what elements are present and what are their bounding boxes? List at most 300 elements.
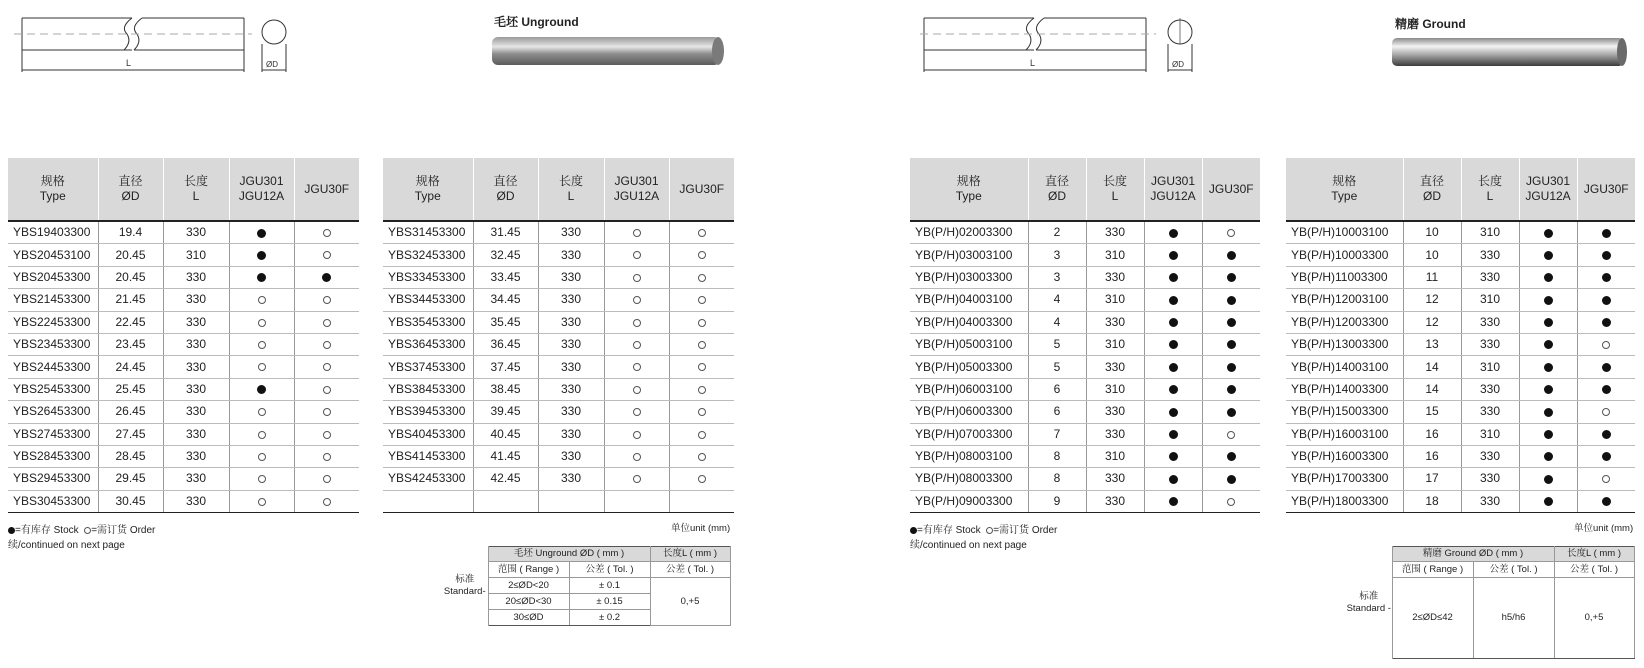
jgu30f-status-cell (1577, 378, 1635, 400)
range-value: 2≤ØD≤42 (1392, 578, 1473, 659)
jgu30f-status-cell (1577, 356, 1635, 378)
table-row (8, 289, 359, 311)
diameter-cell: 5 (1028, 333, 1086, 355)
stock-marker-icon (1169, 408, 1178, 417)
diameter-cell: 10 (1403, 221, 1461, 244)
order-marker-icon (1227, 431, 1235, 439)
type-cell: YBS29453300 (8, 468, 98, 490)
type-cell: YB(P/H)03003100 (910, 244, 1028, 266)
legend-unground: =有库存 Stock =需订货 Order (8, 521, 155, 536)
range-value: 20≤ØD<30 (488, 594, 569, 610)
length-cell: 330 (163, 401, 229, 423)
order-marker-icon (258, 341, 266, 349)
order-marker-icon (633, 408, 641, 416)
rod-cross-section-unground (260, 14, 290, 74)
stock-marker-icon (1227, 273, 1236, 282)
diameter-cell: 11 (1403, 266, 1461, 288)
rod-dimension-drawing-unground (14, 12, 254, 78)
stock-marker-icon (1169, 318, 1178, 327)
diameter-cell: 25.45 (98, 378, 163, 400)
stock-marker-icon (1544, 363, 1553, 372)
jgu301-status-cell (604, 244, 669, 266)
type-cell: YBS20453100 (8, 244, 98, 266)
diameter-cell: 5 (1028, 356, 1086, 378)
diameter-cell: 31.45 (473, 221, 538, 244)
legend-ground: =有库存 Stock =需订货 Order (910, 521, 1057, 536)
table-row (1286, 244, 1635, 266)
type-cell: YB(P/H)17003300 (1286, 468, 1403, 490)
length-cell: 330 (163, 378, 229, 400)
stock-marker-icon (1544, 452, 1553, 461)
type-cell: YB(P/H)07003300 (910, 423, 1028, 445)
table-row (383, 356, 734, 378)
stock-marker-icon (1544, 229, 1553, 238)
stock-marker-icon (1544, 251, 1553, 260)
jgu301-status-cell (229, 378, 294, 400)
type-cell: YBS19403300 (8, 221, 98, 244)
jgu301-status-cell (229, 289, 294, 311)
diameter-cell: 8 (1028, 445, 1086, 467)
diameter-cell: 15 (1403, 401, 1461, 423)
jgu301-status-cell (1519, 423, 1577, 445)
order-marker-icon (258, 498, 266, 506)
type-cell: YBS24453300 (8, 356, 98, 378)
order-marker-icon (323, 453, 331, 461)
stock-marker-icon (1602, 318, 1611, 327)
diameter-cell: 36.45 (473, 333, 538, 355)
length-cell: 330 (1086, 401, 1144, 423)
jgu30f-status-cell (294, 468, 359, 490)
col-header-jgu30f: JGU30F (669, 158, 734, 221)
order-marker-icon (258, 363, 266, 371)
length-cell: 330 (1461, 244, 1519, 266)
order-marker-icon (258, 319, 266, 327)
table-row (1286, 221, 1635, 244)
order-marker-icon (698, 475, 706, 483)
jgu30f-status-cell (1202, 468, 1260, 490)
stock-marker-icon (322, 273, 331, 282)
jgu30f-status-cell (669, 333, 734, 355)
stock-marker-icon (1544, 385, 1553, 394)
diameter-cell: 3 (1028, 266, 1086, 288)
table-row (8, 378, 359, 400)
jgu30f-status-cell (1577, 333, 1635, 355)
type-cell: YB(P/H)06003100 (910, 378, 1028, 400)
length-tolerance-header: 长度L ( mm ) (650, 547, 730, 562)
type-cell: YBS26453300 (8, 401, 98, 423)
table-row (1286, 333, 1635, 355)
type-cell: YB(P/H)08003100 (910, 445, 1028, 467)
length-cell (538, 490, 604, 512)
length-cell: 330 (1086, 221, 1144, 244)
diameter-cell: 20.45 (98, 244, 163, 266)
order-marker-icon (323, 363, 331, 371)
jgu301-status-cell (1519, 221, 1577, 244)
diameter-label: ØD (266, 60, 278, 69)
diameter-cell: 13 (1403, 333, 1461, 355)
diameter-cell: 16 (1403, 445, 1461, 467)
order-marker-icon (698, 296, 706, 304)
range-value: 30≤ØD (488, 610, 569, 626)
order-marker-icon (633, 341, 641, 349)
ground-table-2 (1286, 158, 1635, 513)
jgu30f-status-cell (294, 311, 359, 333)
table-row (910, 378, 1260, 400)
jgu30f-status-cell (1202, 401, 1260, 423)
type-cell: YBS22453300 (8, 311, 98, 333)
table-row (1286, 423, 1635, 445)
order-marker-icon (258, 296, 266, 304)
diameter-label: ØD (1172, 60, 1184, 69)
jgu301-status-cell (229, 311, 294, 333)
table-row (383, 401, 734, 423)
length-cell: 330 (163, 356, 229, 378)
stock-marker-icon (1169, 363, 1178, 372)
stock-marker-icon (1544, 273, 1553, 282)
length-tol-value: 0,+5 (650, 578, 730, 626)
stock-marker-icon (1169, 475, 1178, 484)
length-cell: 330 (538, 401, 604, 423)
order-marker-icon (633, 319, 641, 327)
col-header-diameter: 直径 ØD (473, 158, 538, 221)
diameter-cell: 28.45 (98, 445, 163, 467)
length-cell: 310 (1461, 356, 1519, 378)
jgu30f-status-cell (1202, 445, 1260, 467)
jgu30f-status-cell (294, 266, 359, 288)
jgu301-status-cell (229, 333, 294, 355)
table-row (8, 445, 359, 467)
unground-table-1 (8, 158, 359, 513)
length-cell: 330 (1086, 311, 1144, 333)
jgu301-status-cell (1519, 468, 1577, 490)
stock-marker-icon (1602, 385, 1611, 394)
col-header-type: 规格 Type (1286, 158, 1403, 221)
col-header-type: 规格 Type (383, 158, 473, 221)
diameter-cell: 4 (1028, 311, 1086, 333)
diameter-cell: 16 (1403, 423, 1461, 445)
type-cell: YB(P/H)04003100 (910, 289, 1028, 311)
col-header-diameter: 直径 ØD (98, 158, 163, 221)
jgu301-status-cell (1144, 311, 1202, 333)
type-cell: YBS27453300 (8, 423, 98, 445)
col-header-length: 长度 L (1461, 158, 1519, 221)
jgu301-status-cell (604, 266, 669, 288)
stock-marker-icon (1544, 296, 1553, 305)
length-cell: 330 (538, 333, 604, 355)
length-cell: 330 (538, 266, 604, 288)
stock-marker-icon (1544, 497, 1553, 506)
diameter-cell: 41.45 (473, 445, 538, 467)
type-cell: YB(P/H)06003300 (910, 401, 1028, 423)
length-cell: 330 (163, 423, 229, 445)
diameter-cell: 27.45 (98, 423, 163, 445)
type-cell: YB(P/H)04003300 (910, 311, 1028, 333)
diameter-cell: 37.45 (473, 356, 538, 378)
table-row (910, 401, 1260, 423)
order-marker-icon (323, 229, 331, 237)
stock-marker-icon (1169, 497, 1178, 506)
spec-table (1286, 158, 1635, 513)
type-cell: YB(P/H)12003100 (1286, 289, 1403, 311)
order-marker-icon (633, 386, 641, 394)
type-cell: YBS23453300 (8, 333, 98, 355)
order-marker-icon (323, 431, 331, 439)
section-title-unground: 毛坯 Unground (494, 15, 579, 29)
range-header: 范围 ( Range ) (488, 562, 569, 578)
length-cell: 330 (163, 221, 229, 244)
tol-value: ± 0.2 (569, 610, 650, 626)
type-cell: YB(P/H)10003100 (1286, 221, 1403, 244)
order-marker-icon (323, 319, 331, 327)
stock-marker-icon (1227, 318, 1236, 327)
type-cell: YB(P/H)10003300 (1286, 244, 1403, 266)
type-cell: YBS41453300 (383, 445, 473, 467)
diameter-cell: 6 (1028, 401, 1086, 423)
length-cell: 330 (1086, 423, 1144, 445)
table-row (1286, 266, 1635, 288)
jgu30f-status-cell (669, 244, 734, 266)
diameter-cell: 19.4 (98, 221, 163, 244)
table-row (910, 468, 1260, 490)
col-header-length: 长度 L (163, 158, 229, 221)
stock-marker-icon (257, 273, 266, 282)
diameter-cell: 17 (1403, 468, 1461, 490)
type-cell: YBS40453300 (383, 423, 473, 445)
type-cell: YB(P/H)14003300 (1286, 378, 1403, 400)
length-cell: 330 (538, 468, 604, 490)
col-header-type: 规格 Type (8, 158, 98, 221)
jgu301-status-cell (1144, 333, 1202, 355)
jgu30f-status-cell (669, 221, 734, 244)
jgu30f-status-cell (1577, 423, 1635, 445)
type-cell: YB(P/H)14003100 (1286, 356, 1403, 378)
length-cell: 330 (1461, 311, 1519, 333)
jgu30f-status-cell (1577, 311, 1635, 333)
length-cell: 330 (1461, 266, 1519, 288)
order-marker-icon (698, 319, 706, 327)
length-cell: 330 (163, 289, 229, 311)
type-cell: YB(P/H)03003300 (910, 266, 1028, 288)
unit-label-unground: 单位unit (mm) (671, 523, 731, 534)
order-marker-icon (323, 408, 331, 416)
table-row (8, 490, 359, 512)
jgu301-status-cell (229, 445, 294, 467)
length-cell: 330 (1086, 266, 1144, 288)
diameter-cell: 14 (1403, 356, 1461, 378)
table-row (8, 401, 359, 423)
spec-table (383, 158, 734, 513)
diameter-cell: 8 (1028, 468, 1086, 490)
order-marker-icon (258, 408, 266, 416)
length-label: L (1030, 58, 1036, 68)
jgu30f-status-cell (294, 244, 359, 266)
order-marker-icon (698, 363, 706, 371)
rod-cross-section-ground (1166, 14, 1196, 74)
table-row (383, 333, 734, 355)
jgu301-status-cell (1144, 266, 1202, 288)
jgu301-status-cell (1519, 356, 1577, 378)
jgu301-status-cell (1144, 490, 1202, 512)
order-marker-icon (698, 274, 706, 282)
jgu301-status-cell (1519, 266, 1577, 288)
standard-label: 标准 Standard - (1346, 547, 1392, 659)
diameter-cell: 18 (1403, 490, 1461, 512)
jgu30f-status-cell (1202, 378, 1260, 400)
type-cell: YBS20453300 (8, 266, 98, 288)
length-tol-header: 公差 ( Tol. ) (650, 562, 730, 578)
table-row (1286, 378, 1635, 400)
type-cell: YBS36453300 (383, 333, 473, 355)
jgu301-status-cell (604, 378, 669, 400)
type-cell: YB(P/H)16003100 (1286, 423, 1403, 445)
jgu301-status-cell (604, 468, 669, 490)
jgu30f-status-cell (669, 311, 734, 333)
table-row (383, 244, 734, 266)
jgu301-status-cell (229, 266, 294, 288)
jgu30f-status-cell (294, 289, 359, 311)
length-cell: 330 (1086, 356, 1144, 378)
ground-table-1 (910, 158, 1260, 513)
tol-header: 公差 ( Tol. ) (1473, 562, 1554, 578)
jgu301-status-cell (604, 289, 669, 311)
stock-marker-icon (1169, 340, 1178, 349)
col-header-jgu30f: JGU30F (1577, 158, 1635, 221)
table-row (8, 311, 359, 333)
stock-marker-icon (1169, 452, 1178, 461)
length-cell: 330 (163, 266, 229, 288)
stock-marker-icon (1169, 385, 1178, 394)
stock-marker-icon (1602, 497, 1611, 506)
order-marker-icon (698, 431, 706, 439)
jgu301-status-cell (1144, 445, 1202, 467)
jgu30f-status-cell (1577, 244, 1635, 266)
length-cell: 330 (538, 445, 604, 467)
diameter-cell: 4 (1028, 289, 1086, 311)
diameter-cell: 22.45 (98, 311, 163, 333)
length-cell: 310 (1461, 221, 1519, 244)
type-cell: YB(P/H)18003300 (1286, 490, 1403, 512)
jgu30f-status-cell (294, 490, 359, 512)
order-marker-icon (1602, 475, 1610, 483)
length-cell: 330 (163, 333, 229, 355)
stock-marker-icon (1227, 408, 1236, 417)
order-marker-icon (323, 296, 331, 304)
diameter-cell: 9 (1028, 490, 1086, 512)
diameter-cell: 14 (1403, 378, 1461, 400)
order-marker-icon (698, 229, 706, 237)
type-cell: YBS35453300 (383, 311, 473, 333)
diameter-cell: 33.45 (473, 266, 538, 288)
table-row (1286, 401, 1635, 423)
diameter-cell: 20.45 (98, 266, 163, 288)
order-marker-icon (698, 386, 706, 394)
type-cell: YB(P/H)11003300 (1286, 266, 1403, 288)
stock-marker-icon (1544, 430, 1553, 439)
diameter-cell: 32.45 (473, 244, 538, 266)
table-row (910, 333, 1260, 355)
length-cell: 310 (163, 244, 229, 266)
jgu301-status-cell (1144, 423, 1202, 445)
length-cell: 310 (1086, 333, 1144, 355)
col-header-jgu301-jgu12a: JGU301 JGU12A (1144, 158, 1202, 221)
jgu30f-status-cell (1202, 356, 1260, 378)
jgu301-status-cell (1144, 244, 1202, 266)
jgu301-status-cell (1519, 333, 1577, 355)
type-cell: YB(P/H)08003300 (910, 468, 1028, 490)
table-row (383, 468, 734, 490)
type-cell: YB(P/H)05003300 (910, 356, 1028, 378)
diameter-cell: 35.45 (473, 311, 538, 333)
stock-marker-icon (257, 385, 266, 394)
tolerance-table-ground (1346, 546, 1635, 659)
diameter-cell: 40.45 (473, 423, 538, 445)
stock-marker-icon (1169, 273, 1178, 282)
dia-tolerance-header: 毛坯 Unground ØD ( mm ) (488, 547, 650, 562)
jgu301-status-cell (1519, 244, 1577, 266)
length-cell: 330 (1461, 445, 1519, 467)
type-cell: YBS42453300 (383, 468, 473, 490)
diameter-cell: 29.45 (98, 468, 163, 490)
jgu301-status-cell (229, 490, 294, 512)
type-cell: YBS21453300 (8, 289, 98, 311)
length-cell: 310 (1461, 423, 1519, 445)
jgu30f-status-cell (669, 266, 734, 288)
rod-dimension-drawing-ground (920, 12, 1160, 78)
table-row (8, 221, 359, 244)
length-label: L (126, 58, 132, 68)
table-row (910, 221, 1260, 244)
length-tol-value: 0,+5 (1554, 578, 1634, 659)
jgu30f-status-cell (669, 289, 734, 311)
diameter-cell: 26.45 (98, 401, 163, 423)
diameter-cell: 24.45 (98, 356, 163, 378)
col-header-diameter: 直径 ØD (1403, 158, 1461, 221)
stock-marker-icon (1169, 296, 1178, 305)
stock-marker-icon (1544, 475, 1553, 484)
jgu30f-status-cell (1202, 423, 1260, 445)
table-row (383, 445, 734, 467)
unground-table-2 (383, 158, 734, 513)
table-row (8, 244, 359, 266)
type-cell: YB(P/H)13003300 (1286, 333, 1403, 355)
type-cell: YBS31453300 (383, 221, 473, 244)
table-row (383, 490, 734, 512)
col-header-jgu301-jgu12a: JGU301 JGU12A (604, 158, 669, 221)
jgu301-status-cell (1519, 378, 1577, 400)
diameter-cell: 39.45 (473, 401, 538, 423)
diameter-cell: 6 (1028, 378, 1086, 400)
order-marker-icon (633, 251, 641, 259)
length-cell: 310 (1086, 445, 1144, 467)
order-marker-icon (323, 386, 331, 394)
jgu30f-status-cell (1202, 490, 1260, 512)
diameter-cell: 10 (1403, 244, 1461, 266)
length-cell: 330 (1086, 468, 1144, 490)
jgu30f-status-cell (669, 423, 734, 445)
order-marker-icon (323, 341, 331, 349)
jgu30f-status-cell (1202, 289, 1260, 311)
stock-marker-icon (1169, 229, 1178, 238)
table-row (383, 289, 734, 311)
order-marker-icon (633, 475, 641, 483)
stock-marker-icon (1602, 430, 1611, 439)
diameter-cell: 21.45 (98, 289, 163, 311)
section-title-ground: 精磨 Ground (1395, 17, 1466, 31)
length-cell: 330 (1461, 468, 1519, 490)
jgu301-status-cell (604, 356, 669, 378)
type-cell: YBS37453300 (383, 356, 473, 378)
stock-marker-icon (1544, 340, 1553, 349)
